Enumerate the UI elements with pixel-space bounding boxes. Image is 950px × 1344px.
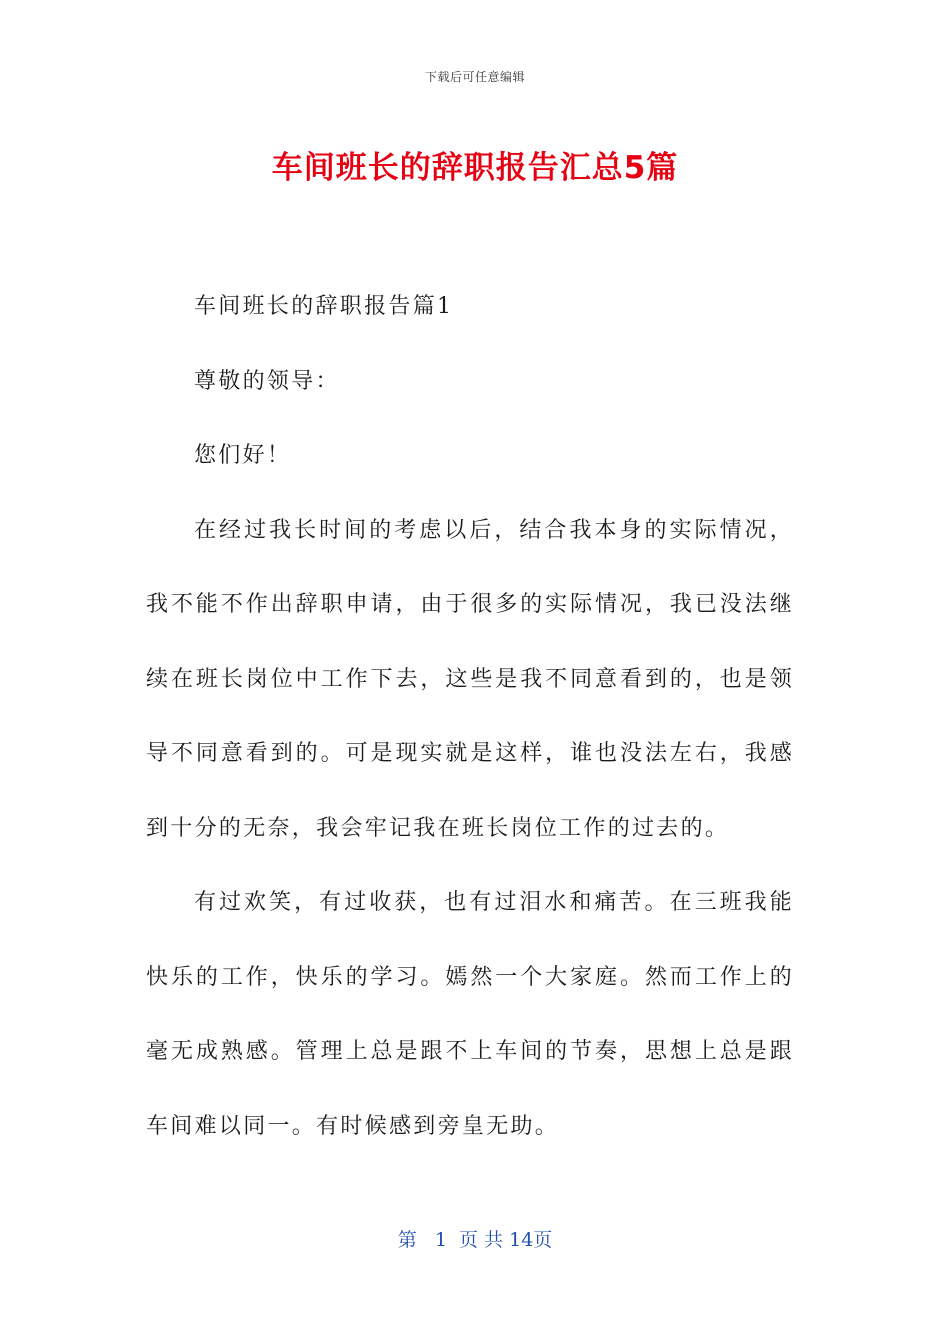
current-page-number: 1 — [434, 1229, 447, 1251]
section-heading: 车间班长的辞职报告篇1 — [194, 294, 454, 319]
salutation: 尊敬的领导： — [194, 368, 340, 394]
body-paragraph: 有过欢笑，有过收获，也有过泪水和痛苦。在三班我能快乐的工作，快乐的学习。嫣然一个大家庭。然而工作上的毫无成熟感。管理上总是跟不上车间的节奏，思想上总是跟车间难以同一。有时候感到旁皇无助。 — [146, 890, 794, 1139]
greeting: 您们好！ — [194, 443, 292, 468]
total-pages: 14 — [509, 1229, 534, 1251]
document-body — [146, 270, 794, 1164]
page-label-suffix: 页 — [533, 1229, 553, 1251]
body-paragraph: 在经过我长时间的考虑以后，结合我本身的实际情况，我不能不作出辞职申请，由于很多的实际情况，我已没法继续在班长岗位中工作下去，这些是我不同意看到的，也是领导不同意看到的。可是现实就是这样，谁也没法左右，我感到十分的无奈，我会牢记我在班长岗位工作的过去的。 — [146, 517, 794, 841]
document-title: 车间班长的辞职报告汇总5篇 — [271, 150, 679, 186]
page-label-mid: 页 共 — [459, 1229, 504, 1251]
download-note: 下载后可任意编辑 — [424, 70, 525, 84]
page-number-footer — [0, 1225, 950, 1252]
page-label-prefix: 第 — [397, 1229, 417, 1251]
